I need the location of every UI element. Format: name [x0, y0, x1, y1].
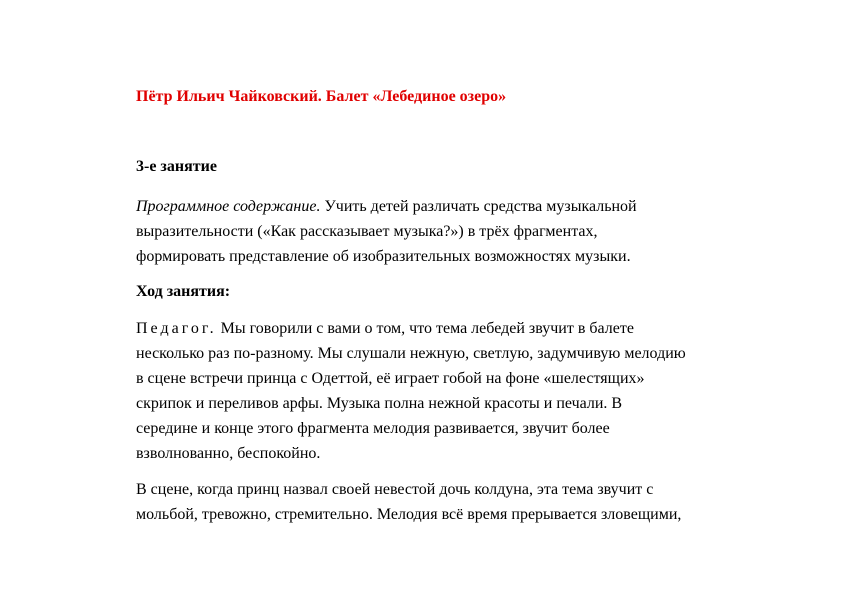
teacher-line-3: в сцене встречи принца с Одеттой, её играет гобой на фоне «шелестящих» [136, 370, 645, 387]
course-heading: Ход занятия: [136, 283, 231, 300]
scene-line-2: мольбой, тревожно, стремительно. Мелодия всё время прерывается зловещими, [136, 506, 682, 523]
speaker-label: Педагог. [136, 320, 217, 337]
teacher-line-2: несколько раз по-разному. Мы слушали нежную, светлую, задумчивую мелодию [136, 345, 686, 362]
scene-paragraph [136, 477, 756, 527]
teacher-line-5: середине и конце этого фрагмента мелодия развивается, звучит более [136, 420, 610, 437]
scene-line-1: В сцене, когда принц назвал своей невестой дочь колдуна, эта тема звучит с [136, 481, 654, 498]
lesson-number: 3-е занятие [136, 158, 217, 175]
document-title: Пётр Ильич Чайковский. Балет «Лебединое озеро» [136, 88, 507, 105]
teacher-text-1: Мы говорили с вами о том, что тема лебедей звучит в балете [216, 320, 634, 337]
teacher-line-1 [136, 316, 756, 341]
program-text-1: Учить детей различать средства музыкальной [320, 198, 637, 215]
program-line-2: выразительности («Как рассказывает музыка?») в трёх фрагментах, [136, 223, 598, 240]
teacher-line-4: скрипок и переливов арфы. Музыка полна нежной красоты и печали. В [136, 395, 623, 412]
program-content-label: Программное содержание. [136, 198, 321, 215]
teacher-paragraph [136, 316, 756, 466]
teacher-line-6: взволнованно, беспокойно. [136, 445, 321, 462]
program-line-1 [136, 194, 756, 219]
program-line-3: формировать представление об изобразительных возможностях музыки. [136, 248, 631, 265]
program-content-paragraph [136, 194, 756, 269]
